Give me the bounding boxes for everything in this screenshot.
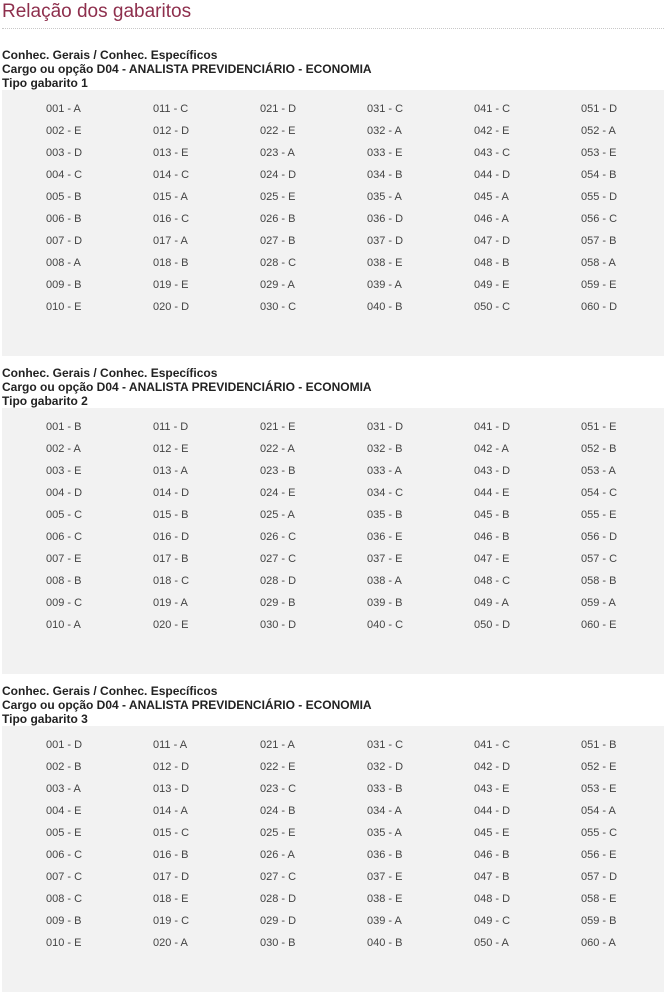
answer-cell: 048 - B <box>474 257 510 269</box>
title-divider <box>2 28 664 29</box>
answer-cell: 012 - E <box>153 443 189 455</box>
answer-cell: 022 - E <box>260 125 296 137</box>
answer-cell: 009 - C <box>46 597 83 609</box>
answer-cell: 009 - B <box>46 915 82 927</box>
answer-column <box>581 739 617 959</box>
answer-cell: 002 - E <box>46 125 82 137</box>
answer-cell: 015 - B <box>153 509 189 521</box>
answer-cell: 060 - D <box>581 301 618 313</box>
answer-cell: 036 - E <box>367 531 403 543</box>
answer-cell: 011 - A <box>153 739 188 751</box>
answer-cell: 020 - E <box>153 619 189 631</box>
answer-cell: 008 - B <box>46 575 82 587</box>
answer-cell: 044 - E <box>474 487 510 499</box>
answer-cell: 058 - A <box>581 257 616 269</box>
answer-cell: 026 - B <box>260 213 296 225</box>
answer-cell: 043 - C <box>474 147 511 159</box>
answer-cell: 034 - B <box>367 169 403 181</box>
answer-cell: 051 - B <box>581 739 617 751</box>
answer-cell: 027 - C <box>260 871 297 883</box>
answer-cell: 057 - D <box>581 871 618 883</box>
answer-column <box>46 103 82 323</box>
answer-cell: 035 - B <box>367 509 403 521</box>
answer-cell: 013 - D <box>153 783 190 795</box>
answer-cell: 035 - A <box>367 827 402 839</box>
answer-cell: 041 - D <box>474 421 511 433</box>
answer-cell: 026 - A <box>260 849 295 861</box>
section-position-label: Cargo ou opção D04 - ANALISTA PREVIDENCIÁRIO - ECONOMIA <box>2 380 372 394</box>
answer-cell: 006 - C <box>46 849 83 861</box>
answer-cell: 040 - C <box>367 619 404 631</box>
answer-cell: 052 - E <box>581 761 617 773</box>
answer-cell: 011 - C <box>153 103 189 115</box>
answer-cell: 024 - B <box>260 805 296 817</box>
answer-cell: 050 - C <box>474 301 511 313</box>
answer-cell: 017 - A <box>153 235 188 247</box>
answer-cell: 032 - A <box>367 125 402 137</box>
answer-cell: 005 - C <box>46 509 83 521</box>
answer-cell: 004 - C <box>46 169 83 181</box>
answer-cell: 048 - C <box>474 575 511 587</box>
answer-cell: 010 - E <box>46 937 82 949</box>
section-exam-label: Conhec. Gerais / Conhec. Específicos <box>2 48 218 62</box>
answer-cell: 030 - B <box>260 937 296 949</box>
answer-cell: 042 - D <box>474 761 511 773</box>
answer-key-section-2 <box>2 366 664 631</box>
answer-cell: 040 - B <box>367 937 403 949</box>
answer-cell: 059 - B <box>581 915 617 927</box>
answer-cell: 024 - E <box>260 487 296 499</box>
answer-cell: 050 - A <box>474 937 509 949</box>
answer-cell: 019 - C <box>153 915 190 927</box>
section-key-type-label: Tipo gabarito 1 <box>2 76 88 90</box>
answer-cell: 054 - B <box>581 169 617 181</box>
answer-cell: 023 - C <box>260 783 297 795</box>
answer-cell: 011 - D <box>153 421 189 433</box>
answer-cell: 022 - E <box>260 761 296 773</box>
answer-cell: 039 - A <box>367 279 402 291</box>
answer-cell: 004 - E <box>46 805 82 817</box>
answer-cell: 033 - E <box>367 147 403 159</box>
answer-cell: 046 - B <box>474 531 510 543</box>
answer-cell: 013 - E <box>153 147 189 159</box>
answer-cell: 019 - A <box>153 597 188 609</box>
answer-cell: 058 - B <box>581 575 617 587</box>
answer-cell: 001 - D <box>46 739 83 751</box>
answer-cell: 022 - A <box>260 443 295 455</box>
answer-cell: 051 - E <box>581 421 617 433</box>
answer-cell: 047 - E <box>474 553 510 565</box>
answer-cell: 026 - C <box>260 531 297 543</box>
answer-cell: 047 - B <box>474 871 510 883</box>
answer-cell: 037 - E <box>367 553 403 565</box>
answer-cell: 020 - D <box>153 301 190 313</box>
answer-column <box>367 421 403 641</box>
answer-cell: 049 - A <box>474 597 509 609</box>
answer-cell: 015 - C <box>153 827 190 839</box>
answer-cell: 053 - E <box>581 783 617 795</box>
answer-cell: 014 - C <box>153 169 190 181</box>
answer-cell: 017 - D <box>153 871 190 883</box>
answer-cell: 003 - D <box>46 147 83 159</box>
answer-cell: 054 - C <box>581 487 618 499</box>
answer-key-section-3 <box>2 684 664 949</box>
answer-cell: 003 - E <box>46 465 82 477</box>
answer-cell: 044 - D <box>474 169 511 181</box>
answer-cell: 057 - B <box>581 235 617 247</box>
answer-cell: 049 - E <box>474 279 510 291</box>
answer-cell: 002 - B <box>46 761 82 773</box>
answer-cell: 039 - B <box>367 597 403 609</box>
answer-cell: 046 - A <box>474 213 509 225</box>
answer-column <box>153 739 189 959</box>
answer-grid <box>2 726 664 992</box>
answer-cell: 014 - D <box>153 487 190 499</box>
answer-cell: 056 - E <box>581 849 617 861</box>
answer-column <box>581 421 617 641</box>
section-key-type-label: Tipo gabarito 2 <box>2 394 88 408</box>
answer-cell: 013 - A <box>153 465 188 477</box>
answer-cell: 005 - E <box>46 827 82 839</box>
answer-column <box>46 739 82 959</box>
answer-cell: 007 - D <box>46 235 83 247</box>
answer-column <box>46 421 82 641</box>
answer-column <box>367 739 403 959</box>
answer-cell: 045 - B <box>474 509 510 521</box>
answer-cell: 040 - B <box>367 301 403 313</box>
answer-cell: 028 - D <box>260 893 297 905</box>
answer-cell: 036 - B <box>367 849 403 861</box>
answer-cell: 045 - A <box>474 191 509 203</box>
answer-cell: 008 - C <box>46 893 83 905</box>
answer-cell: 044 - D <box>474 805 511 817</box>
answer-column <box>260 421 296 641</box>
answer-cell: 012 - D <box>153 125 190 137</box>
answer-cell: 031 - D <box>367 421 404 433</box>
answer-cell: 021 - D <box>260 103 297 115</box>
answer-cell: 010 - A <box>46 619 81 631</box>
answer-cell: 029 - B <box>260 597 296 609</box>
answer-cell: 023 - B <box>260 465 296 477</box>
answer-column <box>367 103 403 323</box>
answer-cell: 012 - D <box>153 761 190 773</box>
answer-cell: 053 - E <box>581 147 617 159</box>
section-position-label: Cargo ou opção D04 - ANALISTA PREVIDENCIÁRIO - ECONOMIA <box>2 698 372 712</box>
answer-cell: 010 - E <box>46 301 82 313</box>
answer-cell: 055 - C <box>581 827 618 839</box>
answer-cell: 031 - C <box>367 739 404 751</box>
answer-cell: 031 - C <box>367 103 404 115</box>
answer-cell: 060 - E <box>581 619 617 631</box>
answer-cell: 023 - A <box>260 147 295 159</box>
answer-cell: 058 - E <box>581 893 617 905</box>
answer-cell: 027 - C <box>260 553 297 565</box>
answer-cell: 020 - A <box>153 937 188 949</box>
answer-cell: 015 - A <box>153 191 188 203</box>
answer-cell: 047 - D <box>474 235 511 247</box>
answer-cell: 059 - A <box>581 597 616 609</box>
answer-cell: 025 - E <box>260 191 296 203</box>
answer-cell: 018 - E <box>153 893 189 905</box>
answer-column <box>153 421 189 641</box>
answer-cell: 045 - E <box>474 827 510 839</box>
answer-column <box>474 103 510 323</box>
answer-cell: 003 - A <box>46 783 81 795</box>
answer-column <box>581 103 617 323</box>
answer-cell: 042 - A <box>474 443 509 455</box>
answer-column <box>153 103 189 323</box>
section-exam-label: Conhec. Gerais / Conhec. Específicos <box>2 366 218 380</box>
answer-cell: 034 - A <box>367 805 402 817</box>
answer-cell: 007 - C <box>46 871 83 883</box>
answer-cell: 038 - E <box>367 257 403 269</box>
answer-cell: 021 - E <box>260 421 296 433</box>
answer-cell: 056 - D <box>581 531 618 543</box>
answer-cell: 052 - A <box>581 125 616 137</box>
answer-cell: 001 - A <box>46 103 81 115</box>
answer-cell: 052 - B <box>581 443 617 455</box>
answer-cell: 007 - E <box>46 553 82 565</box>
answer-cell: 016 - D <box>153 531 190 543</box>
answer-cell: 059 - E <box>581 279 617 291</box>
section-exam-label: Conhec. Gerais / Conhec. Específicos <box>2 684 218 698</box>
answer-cell: 017 - B <box>153 553 189 565</box>
answer-cell: 029 - D <box>260 915 297 927</box>
answer-cell: 025 - A <box>260 509 295 521</box>
answer-grid <box>2 90 664 356</box>
answer-cell: 018 - B <box>153 257 189 269</box>
answer-cell: 032 - D <box>367 761 404 773</box>
answer-cell: 008 - A <box>46 257 81 269</box>
answer-cell: 035 - A <box>367 191 402 203</box>
answer-cell: 038 - A <box>367 575 402 587</box>
answer-cell: 001 - B <box>46 421 82 433</box>
answer-cell: 042 - E <box>474 125 510 137</box>
answer-cell: 056 - C <box>581 213 618 225</box>
answer-cell: 004 - D <box>46 487 83 499</box>
answer-cell: 039 - A <box>367 915 402 927</box>
section-position-label: Cargo ou opção D04 - ANALISTA PREVIDENCIÁRIO - ECONOMIA <box>2 62 372 76</box>
answer-cell: 050 - D <box>474 619 511 631</box>
answer-cell: 051 - D <box>581 103 618 115</box>
answer-cell: 024 - D <box>260 169 297 181</box>
answer-cell: 006 - B <box>46 213 82 225</box>
answer-cell: 034 - C <box>367 487 404 499</box>
answer-cell: 033 - A <box>367 465 402 477</box>
answer-cell: 009 - B <box>46 279 82 291</box>
answer-column <box>474 739 510 959</box>
answer-cell: 041 - C <box>474 739 511 751</box>
answer-cell: 021 - A <box>260 739 295 751</box>
answer-cell: 027 - B <box>260 235 296 247</box>
answer-cell: 030 - C <box>260 301 297 313</box>
answer-cell: 002 - A <box>46 443 81 455</box>
answer-cell: 019 - E <box>153 279 189 291</box>
answer-cell: 055 - E <box>581 509 617 521</box>
answer-cell: 018 - C <box>153 575 190 587</box>
answer-cell: 043 - E <box>474 783 510 795</box>
answer-cell: 006 - C <box>46 531 83 543</box>
answer-cell: 053 - A <box>581 465 616 477</box>
answer-cell: 054 - A <box>581 805 616 817</box>
answer-cell: 025 - E <box>260 827 296 839</box>
answer-grid <box>2 408 664 674</box>
answer-cell: 057 - C <box>581 553 618 565</box>
answer-cell: 028 - D <box>260 575 297 587</box>
answer-cell: 014 - A <box>153 805 188 817</box>
answer-cell: 037 - D <box>367 235 404 247</box>
answer-cell: 032 - B <box>367 443 403 455</box>
answer-cell: 041 - C <box>474 103 511 115</box>
answer-cell: 048 - D <box>474 893 511 905</box>
answer-cell: 043 - D <box>474 465 511 477</box>
answer-cell: 005 - B <box>46 191 82 203</box>
answer-cell: 029 - A <box>260 279 295 291</box>
answer-cell: 030 - D <box>260 619 297 631</box>
answer-cell: 036 - D <box>367 213 404 225</box>
answer-cell: 016 - C <box>153 213 190 225</box>
answer-column <box>260 739 296 959</box>
answer-column <box>260 103 296 323</box>
answer-cell: 049 - C <box>474 915 511 927</box>
answer-cell: 016 - B <box>153 849 189 861</box>
answer-key-section-1 <box>2 48 664 313</box>
answer-cell: 055 - D <box>581 191 618 203</box>
section-key-type-label: Tipo gabarito 3 <box>2 712 88 726</box>
answer-column <box>474 421 510 641</box>
answer-cell: 037 - E <box>367 871 403 883</box>
answer-cell: 046 - B <box>474 849 510 861</box>
answer-cell: 028 - C <box>260 257 297 269</box>
answer-cell: 033 - B <box>367 783 403 795</box>
page-title: Relação dos gabaritos <box>2 1 192 22</box>
answer-cell: 038 - E <box>367 893 403 905</box>
answer-cell: 060 - A <box>581 937 616 949</box>
